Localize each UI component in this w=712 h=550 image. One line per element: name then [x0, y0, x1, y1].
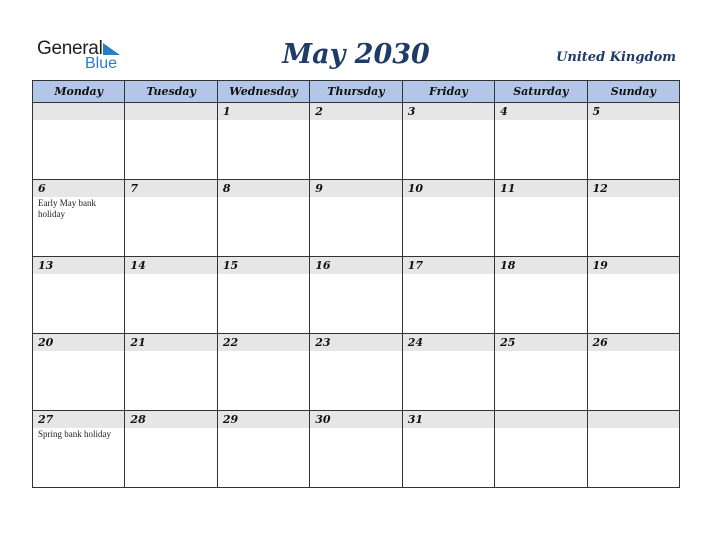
day-number: 19 [592, 259, 608, 272]
day-strip [218, 257, 309, 274]
day-cell [125, 180, 217, 257]
day-strip [310, 334, 401, 351]
day-number: 30 [315, 413, 331, 426]
month-title: May 2030 [282, 39, 430, 70]
day-number: 23 [315, 336, 331, 349]
day-strip [495, 180, 586, 197]
day-strip [125, 180, 216, 197]
day-number: 25 [500, 336, 516, 349]
week-row [33, 411, 680, 488]
day-strip [495, 257, 586, 274]
weekday-header-row [33, 81, 680, 103]
day-strip [218, 103, 309, 120]
day-number: 1 [222, 105, 231, 118]
day-cell [33, 180, 125, 257]
day-number: 22 [222, 336, 239, 349]
generalblue-logo [37, 38, 127, 74]
day-number: 11 [500, 182, 516, 195]
day-strip [33, 411, 124, 428]
holiday-label: Spring bank holiday [38, 429, 111, 439]
day-strip [588, 257, 679, 274]
day-strip [218, 411, 309, 428]
week-row [33, 257, 680, 334]
day-cell [310, 103, 402, 180]
day-cell [310, 180, 402, 257]
day-cell [33, 334, 125, 411]
day-cell [310, 257, 402, 334]
day-strip [403, 103, 494, 120]
day-cell [125, 411, 217, 488]
day-number: 31 [407, 413, 423, 426]
week-row [33, 103, 680, 180]
day-cell [495, 334, 587, 411]
day-cell [402, 411, 494, 488]
day-strip [33, 257, 124, 274]
week-row [33, 334, 680, 411]
day-number: 10 [407, 182, 423, 195]
day-cell [495, 411, 587, 488]
day-cell [217, 180, 309, 257]
day-cell [587, 411, 679, 488]
day-number: 18 [500, 259, 516, 272]
day-number: 13 [38, 259, 54, 272]
day-cell [310, 334, 402, 411]
day-number: 5 [592, 105, 601, 118]
day-strip [218, 334, 309, 351]
day-cell [587, 257, 679, 334]
day-strip [403, 257, 494, 274]
day-strip [588, 411, 679, 428]
day-number: 15 [222, 259, 239, 272]
day-cell [310, 411, 402, 488]
day-number: 26 [592, 336, 608, 349]
day-cell [587, 334, 679, 411]
day-cell [125, 334, 217, 411]
day-number: 21 [130, 336, 146, 349]
day-cell [495, 180, 587, 257]
weekday-header: Saturday [495, 81, 587, 103]
day-cell [402, 103, 494, 180]
week-row [33, 180, 680, 257]
day-number: 20 [38, 336, 54, 349]
weekday-header: Friday [402, 81, 494, 103]
day-strip [125, 103, 216, 120]
holiday-label: Early May bank holiday [38, 198, 96, 219]
day-strip [33, 180, 124, 197]
day-strip [33, 103, 124, 120]
weekday-header: Tuesday [125, 81, 217, 103]
day-number: 24 [407, 336, 423, 349]
day-strip [310, 257, 401, 274]
day-cell [125, 103, 217, 180]
day-strip [125, 334, 216, 351]
day-cell [495, 257, 587, 334]
day-number: 29 [222, 413, 239, 426]
day-number: 28 [130, 413, 146, 426]
weekday-header: Monday [33, 81, 125, 103]
day-strip [495, 334, 586, 351]
day-number: 8 [222, 182, 231, 195]
day-cell [33, 411, 125, 488]
day-cell [33, 257, 125, 334]
day-strip [218, 180, 309, 197]
weekday-header: Sunday [587, 81, 679, 103]
day-cell [495, 103, 587, 180]
day-strip [310, 180, 401, 197]
day-strip [495, 103, 586, 120]
day-cell [33, 103, 125, 180]
day-number: 7 [130, 182, 139, 195]
day-number: 12 [592, 182, 608, 195]
day-number: 17 [407, 259, 423, 272]
day-strip [403, 411, 494, 428]
day-cell [217, 103, 309, 180]
logo-word-blue: Blue [85, 55, 118, 72]
day-cell [217, 334, 309, 411]
day-cell [125, 257, 217, 334]
day-strip [125, 411, 216, 428]
day-strip [125, 257, 216, 274]
day-strip [310, 411, 401, 428]
day-number: 4 [500, 105, 508, 118]
country-label: United Kingdom [556, 50, 676, 65]
day-strip [588, 103, 679, 120]
day-strip [403, 180, 494, 197]
day-strip [310, 103, 401, 120]
day-number: 6 [38, 182, 46, 195]
calendar-grid [32, 80, 680, 488]
day-cell [402, 334, 494, 411]
weekday-header: Thursday [310, 81, 402, 103]
logo-word-general: General [37, 38, 103, 59]
day-cell [587, 103, 679, 180]
day-cell [402, 257, 494, 334]
day-strip [403, 334, 494, 351]
day-strip [33, 334, 124, 351]
weekday-header: Wednesday [217, 81, 309, 103]
day-strip [588, 180, 679, 197]
day-number: 2 [315, 105, 323, 118]
day-cell [402, 180, 494, 257]
day-number: 14 [130, 259, 146, 272]
day-cell [217, 257, 309, 334]
day-strip [588, 334, 679, 351]
day-number: 16 [315, 259, 331, 272]
day-number: 27 [38, 413, 54, 426]
day-cell [587, 180, 679, 257]
day-number: 9 [315, 182, 323, 195]
day-cell [217, 411, 309, 488]
day-strip [495, 411, 586, 428]
day-number: 3 [407, 105, 416, 118]
